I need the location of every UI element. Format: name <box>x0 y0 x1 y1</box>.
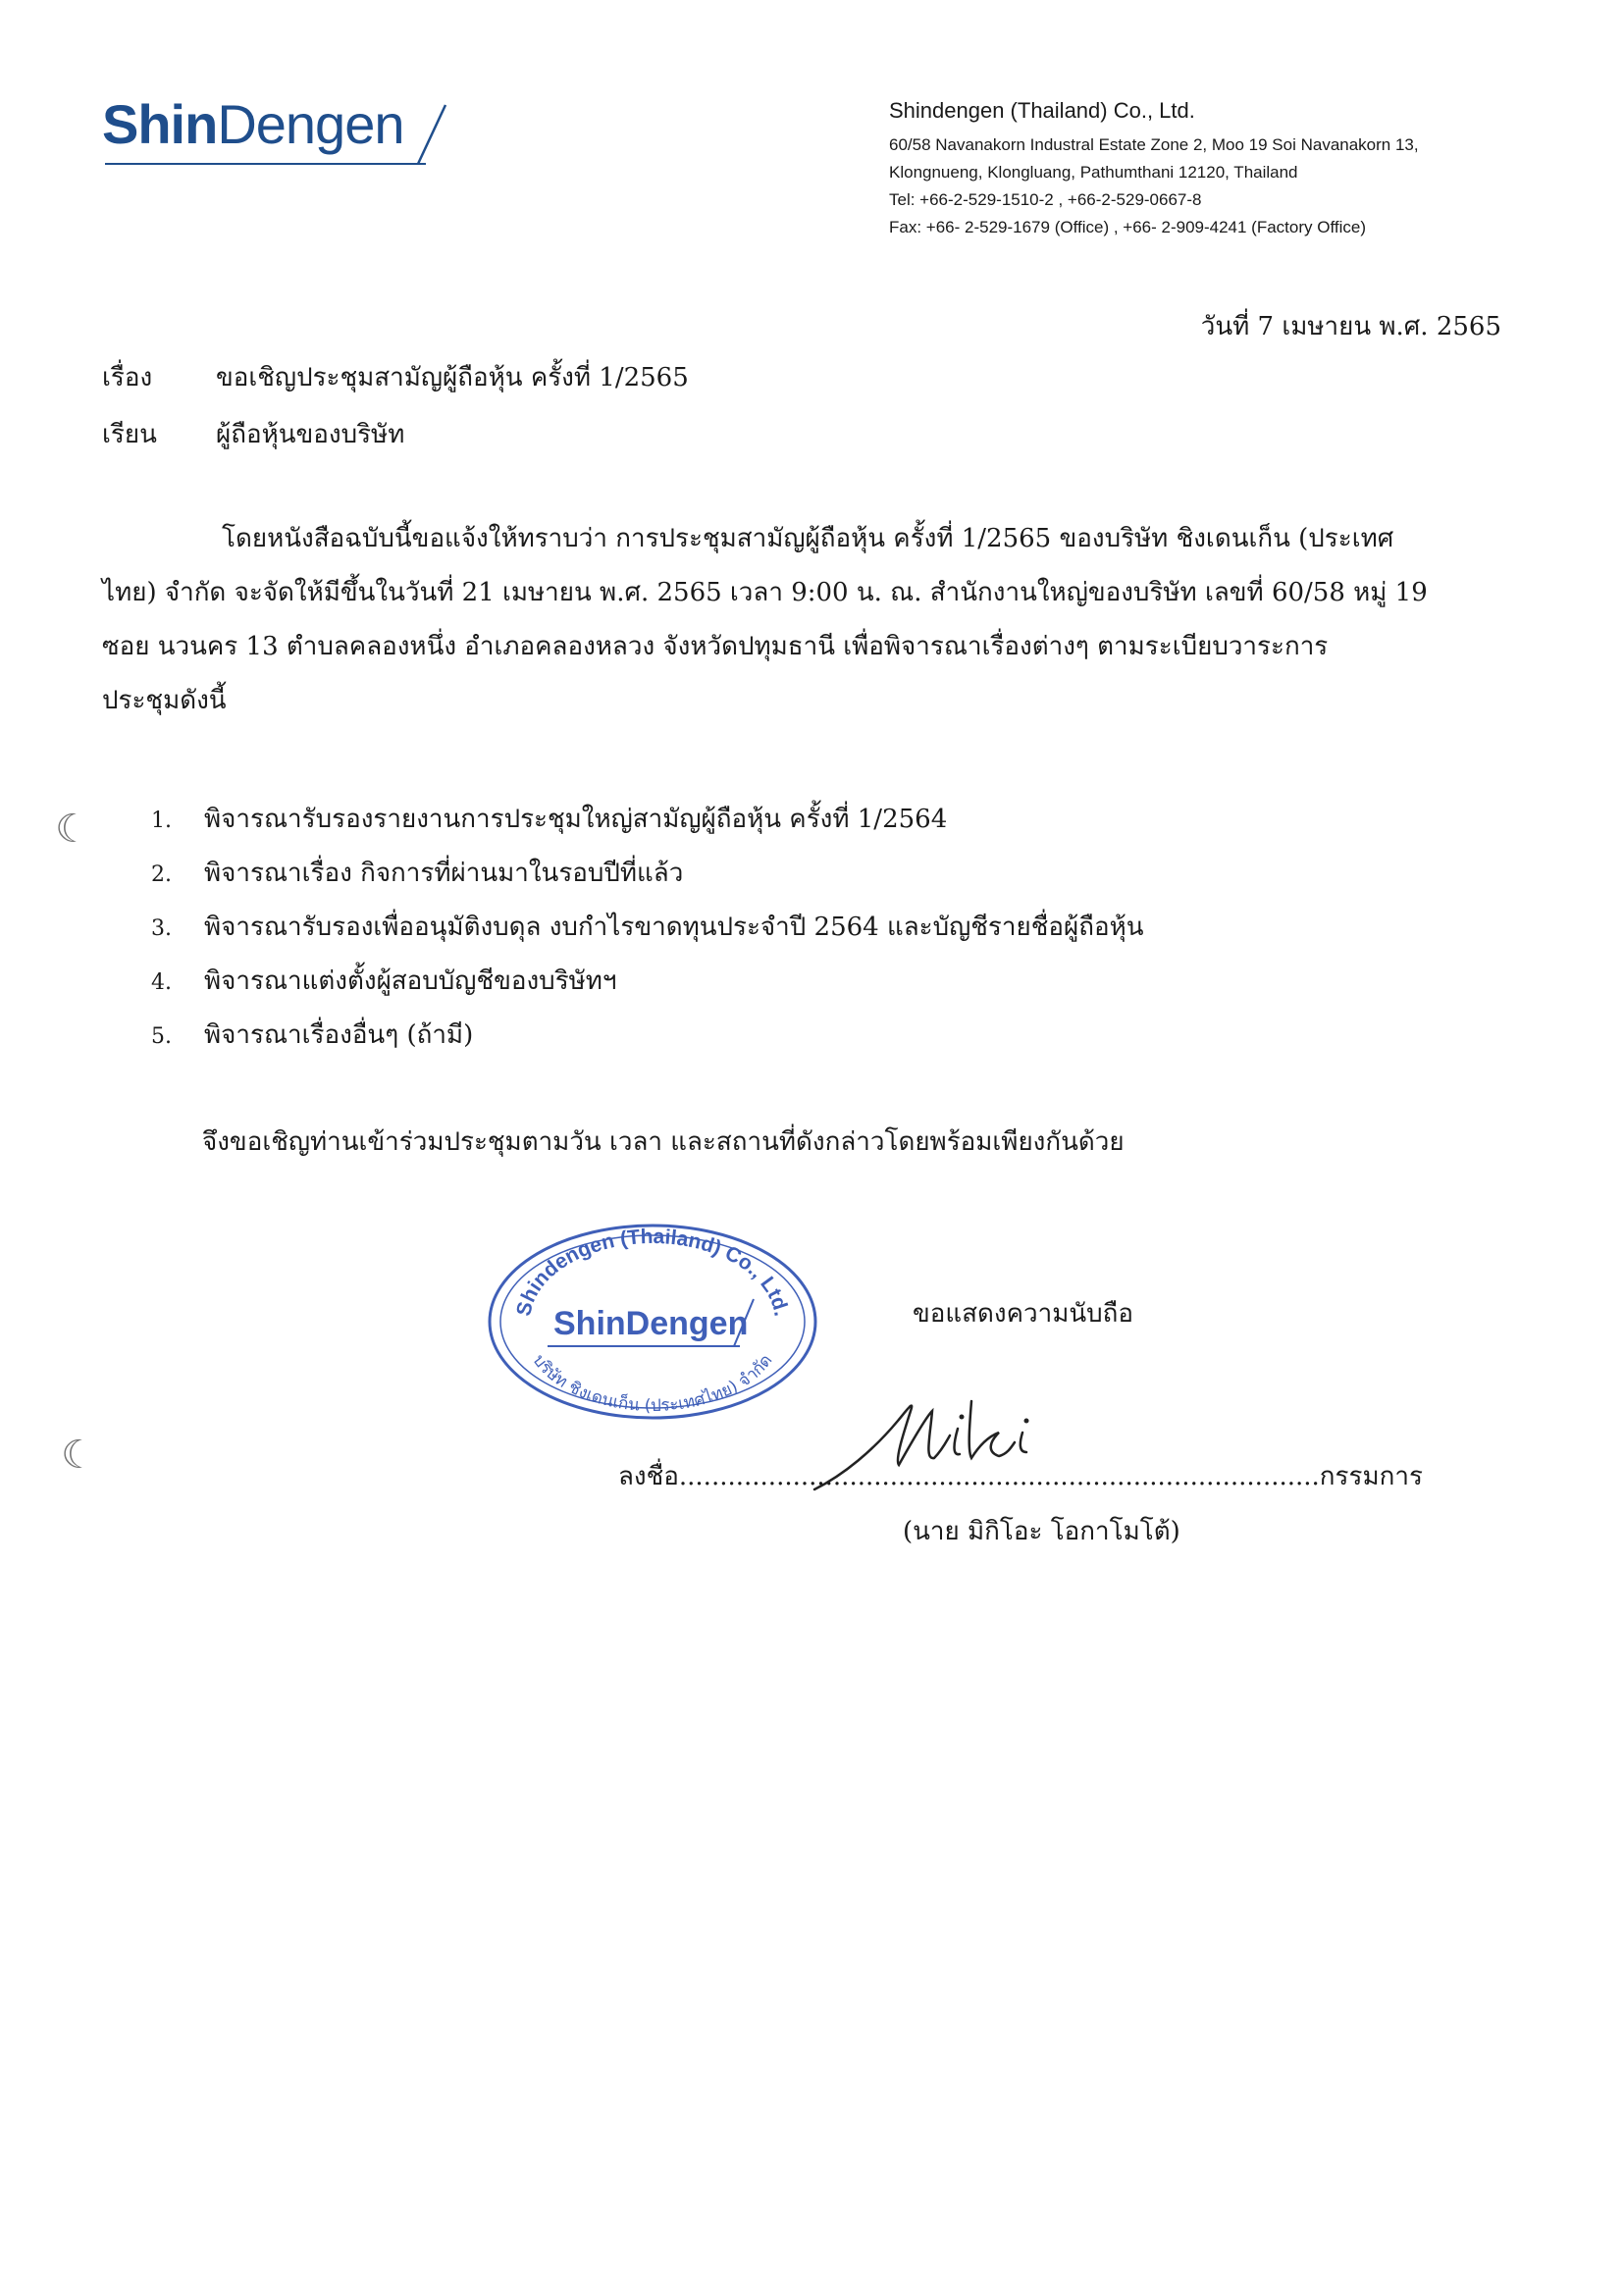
logo-slash-icon <box>102 93 455 182</box>
company-stamp-icon <box>483 1221 822 1423</box>
agenda-item: 2. พิจารณาเรื่อง กิจการที่ผ่านมาในรอบปีที่แล้ว <box>151 859 684 888</box>
company-header <box>889 96 1419 241</box>
body-line: ประชุมดังนี้ <box>102 686 227 715</box>
company-tel: Tel: +66-2-529-1510-2 , +66-2-529-0667-8 <box>889 190 1202 209</box>
agenda-list <box>151 793 1143 1063</box>
svg-text:บริษัท ชิงเดนเก็น (ประเทศไทย): บริษัท ชิงเดนเก็น (ประเทศไทย) จำกัด <box>528 1350 777 1417</box>
company-address-line1: 60/58 Navanakorn Industral Estate Zone 2, Moo 19 Soi Navanakorn 13, <box>889 135 1419 154</box>
subject-label: เรื่อง <box>102 363 153 392</box>
svg-text:Shindengen (Thailand) Co., Ltd: Shindengen (Thailand) Co., Ltd. <box>512 1225 793 1319</box>
agenda-item: 5. พิจารณาเรื่องอื่นๆ (ถ้ามี) <box>151 1020 474 1050</box>
logo-dengen-text: Dengen <box>217 93 404 155</box>
body-line: ไทย) จำกัด จะจัดให้มีขึ้นในวันที่ 21 เมษายน พ.ศ. 2565 เวลา 9:00 น. ณ. สำนักงานใหญ่ของบริษัท เลขที่ 60/58 หมู่ 19 <box>102 578 1428 607</box>
agenda-item: 4. พิจารณาแต่งตั้งผู้สอบบัญชีของบริษัทฯ <box>151 966 617 996</box>
punch-hole-mark-icon: ☾ <box>55 807 90 852</box>
punch-hole-mark-icon: ☾ <box>61 1433 96 1478</box>
regards-text: ขอแสดงความนับถือ <box>913 1299 1133 1329</box>
body-paragraph <box>102 512 1501 728</box>
signature-line: ลงชื่อ...............................................................................กรรมการ <box>618 1462 1423 1491</box>
recipient-text: ผู้ถือหุ้นของบริษัท <box>216 420 405 449</box>
logo-shin-text: Shin <box>102 93 218 155</box>
subject-text: ขอเชิญประชุมสามัญผู้ถือหุ้น ครั้งที่ 1/2565 <box>216 363 689 392</box>
agenda-item: 3. พิจารณารับรองเพื่ออนุมัติงบดุล งบกำไรขาดทุนประจำปี 2564 และบัญชีรายชื่อผู้ถือหุ้น <box>151 913 1144 942</box>
company-name: Shindengen (Thailand) Co., Ltd. <box>889 98 1195 123</box>
letter-date: วันที่ 7 เมษายน พ.ศ. 2565 <box>1200 312 1501 341</box>
body-line: โดยหนังสือฉบับนี้ขอแจ้งให้ทราบว่า การประชุมสามัญผู้ถือหุ้น ครั้งที่ 1/2565 ของบริษัท ชิงเดนเก็น (ประเทศ <box>222 524 1394 553</box>
agenda-item: 1. พิจารณารับรองรายงานการประชุมใหญ่สามัญผู้ถือหุ้น ครั้งที่ 1/2564 <box>151 805 948 834</box>
recipient-label: เรียน <box>102 420 157 449</box>
body-line: ซอย นวนคร 13 ตำบลคลองหนึ่ง อำเภอคลองหลวง จังหวัดปทุมธานี เพื่อพิจารณาเรื่องต่างๆ ตามระเบียบวาระการ <box>102 632 1329 661</box>
signer-name: (นาย มิกิโอะ โอกาโมโต้) <box>903 1517 1180 1546</box>
closing-text: จึงขอเชิญท่านเข้าร่วมประชุมตามวัน เวลา และสถานที่ดังกล่าวโดยพร้อมเพียงกันด้วย <box>202 1127 1125 1157</box>
company-logo <box>102 93 455 182</box>
recipient-row <box>102 414 404 454</box>
svg-text:ShinDengen: ShinDengen <box>553 1305 749 1342</box>
company-address-line2: Klongnueng, Klongluang, Pathumthani 12120, Thailand <box>889 163 1298 182</box>
subject-row <box>102 357 689 397</box>
handwritten-signature-icon <box>805 1382 1119 1499</box>
company-fax: Fax: +66- 2-529-1679 (Office) , +66- 2-909-4241 (Factory Office) <box>889 218 1366 236</box>
